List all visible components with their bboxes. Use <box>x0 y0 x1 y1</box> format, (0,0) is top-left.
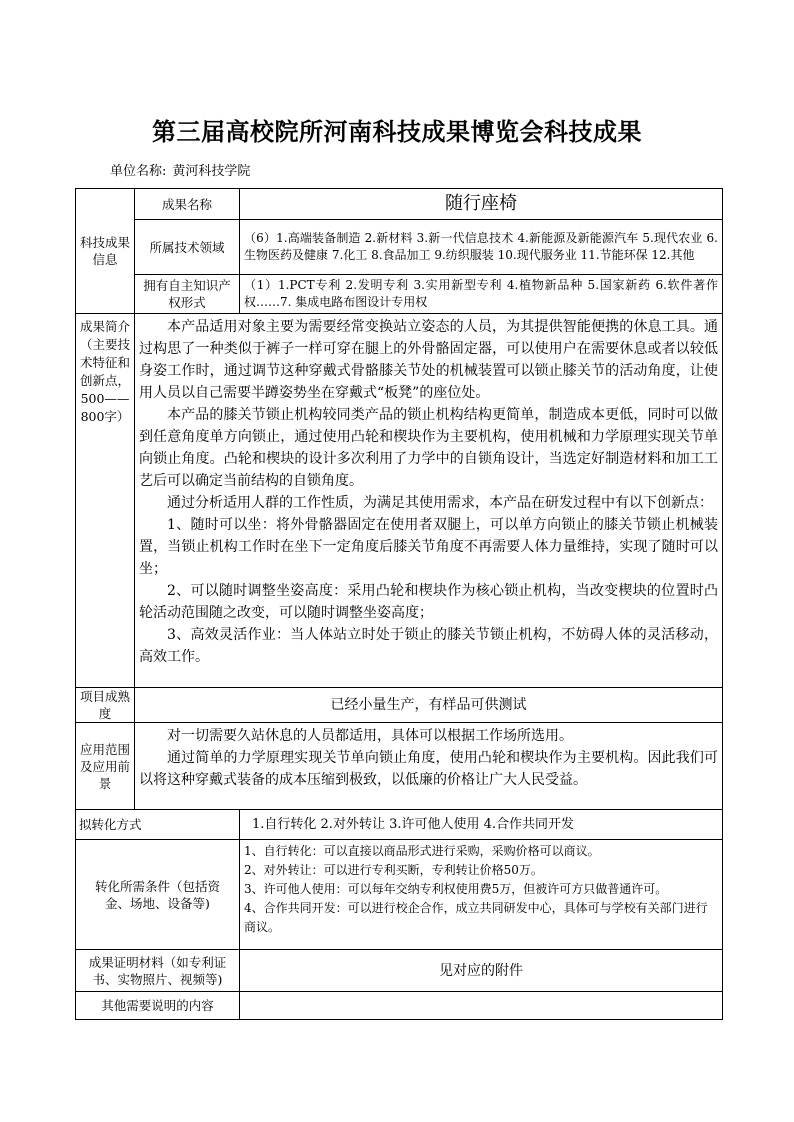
row-application <box>76 723 723 810</box>
condition-line: 1、自行转化：可以直接以商品形式进行采购，采购价格可以商议。 <box>244 844 600 858</box>
intro-paragraph: 3、高效灵活作业：当人体站立时处于锁止的膝关节锁止机构，不妨碍人体的灵活移动，高效工作。 <box>139 627 718 665</box>
row-ip <box>76 275 723 314</box>
application-label: 应用范围及应用前景 <box>76 723 135 810</box>
conditions-label: 转化所需条件（包括资金、场地、设备等) <box>76 840 240 950</box>
row-name <box>76 189 723 220</box>
ip-label: 拥有自主知识产权形式 <box>135 275 240 314</box>
intro-paragraph: 本产品适用对象主要为需要经常变换站立姿态的人员，为其提供智能便携的休息工具。通过构思了一种类似于裤子一样可穿在腿上的外骨骼固定器，可以使用户在需要休息或者以较低身姿工作时，通过调节这种穿戴式骨骼膝关节处的机械装置可以锁止膝关节的活动角度，让使用人员以自己需要半蹲姿势坐在穿戴式“板凳”的座位处。 <box>139 319 718 401</box>
condition-line: 4、合作共同开发：可以进行校企合作，成立共同研发中心，具体可与学校有关部门进行商议。 <box>244 901 708 934</box>
row-proof <box>76 950 723 992</box>
application-paragraph: 通过简单的力学原理实现关节单向锁止角度，使用凸轮和楔块作为主要机构。因此我们可以将这种穿戴式装备的成本压缩到极致，以低廉的价格让广大人民受益。 <box>139 750 718 788</box>
row-field <box>76 220 723 275</box>
intro-label: 成果简介（主要技术特征和创新点，500——800字） <box>76 314 135 688</box>
condition-line: 3、许可他人使用：可以每年交纳专利权使用费5万，但被许可方只做普通许可。 <box>244 882 668 896</box>
transform-label: 拟转化方式 <box>76 810 240 840</box>
maturity-value: 已经小量生产，有样品可供测试 <box>135 688 723 723</box>
row-conditions <box>76 840 723 950</box>
intro-paragraph: 本产品的膝关节锁止机构较同类产品的锁止机构结构更简单，制造成本更低，同时可以做到任意角度单方向锁止，通过使用凸轮和楔块作为主要机构，使用机械和力学原理实现关节单向锁止角度。凸轮和楔块的设计多次利用了力学中的自锁角设计，当选定好制造材料和加工工艺后可以确定当前结构的自锁角度。 <box>139 407 718 489</box>
proof-label: 成果证明材料（如专利证书、实物照片、视频等) <box>76 950 240 992</box>
row-transform <box>76 810 723 840</box>
document-title: 第三届高校院所河南科技成果博览会科技成果 <box>152 118 642 146</box>
ip-value: （1）1.PCT专利 2.发明专利 3.实用新型专利 4.植物新品种 5.国家新药 6.软件著作权……7. 集成电路布图设计专用权 <box>240 275 723 314</box>
intro-paragraph: 2、可以随时调整坐姿高度：采用凸轮和楔块作为核心锁止机构，当改变楔块的位置时凸轮活动范围随之改变，可以随时调整坐姿高度； <box>139 583 718 621</box>
field-label: 所属技术领域 <box>135 220 240 275</box>
unit-line <box>110 160 256 179</box>
field-value: （6）1.高端装备制造 2.新材料 3.新一代信息技术 4.新能源及新能源汽车 5.现代农业 6.生物医药及健康 7.化工 8.食品加工 9.纺织服装 10.现代服务业 11.节能环保 12.其他 <box>240 220 723 275</box>
unit-name: 黄河科技学院 <box>172 164 251 179</box>
section-info-label: 科技成果信息 <box>76 189 135 314</box>
condition-line: 2、对外转让：可以进行专利买断，专利转让价格50万。 <box>244 863 543 877</box>
transform-value: 1.自行转化 2.对外转让 3.许可他人使用 4.合作共同开发 <box>240 810 723 840</box>
name-label: 成果名称 <box>135 189 240 220</box>
application-paragraph: 对一切需要久站休息的人员都适用，具体可以根据工作场所选用。 <box>167 728 573 744</box>
achievement-table <box>75 188 723 1020</box>
intro-paragraph: 通过分析适用人群的工作性质，为满足其使用需求，本产品在研发过程中有以下创新点： <box>167 495 713 511</box>
row-maturity <box>76 688 723 723</box>
intro-paragraph: 1、随时可以坐：将外骨骼器固定在使用者双腿上，可以单方向锁止的膝关节锁止机械装置，当锁止机构工作时在坐下一定角度后膝关节角度不再需要人体力量维持，实现了随时可以坐； <box>139 517 718 577</box>
intro-content <box>135 314 723 688</box>
row-intro <box>76 314 723 688</box>
proof-value: 见对应的附件 <box>240 950 723 992</box>
application-content <box>135 723 723 810</box>
other-value <box>240 992 723 1020</box>
unit-label: 单位名称: <box>110 164 167 179</box>
row-other <box>76 992 723 1020</box>
maturity-label: 项目成熟度 <box>76 688 135 723</box>
other-label: 其他需要说明的内容 <box>76 992 240 1020</box>
name-value: 随行座椅 <box>240 189 723 220</box>
conditions-content <box>240 840 723 950</box>
